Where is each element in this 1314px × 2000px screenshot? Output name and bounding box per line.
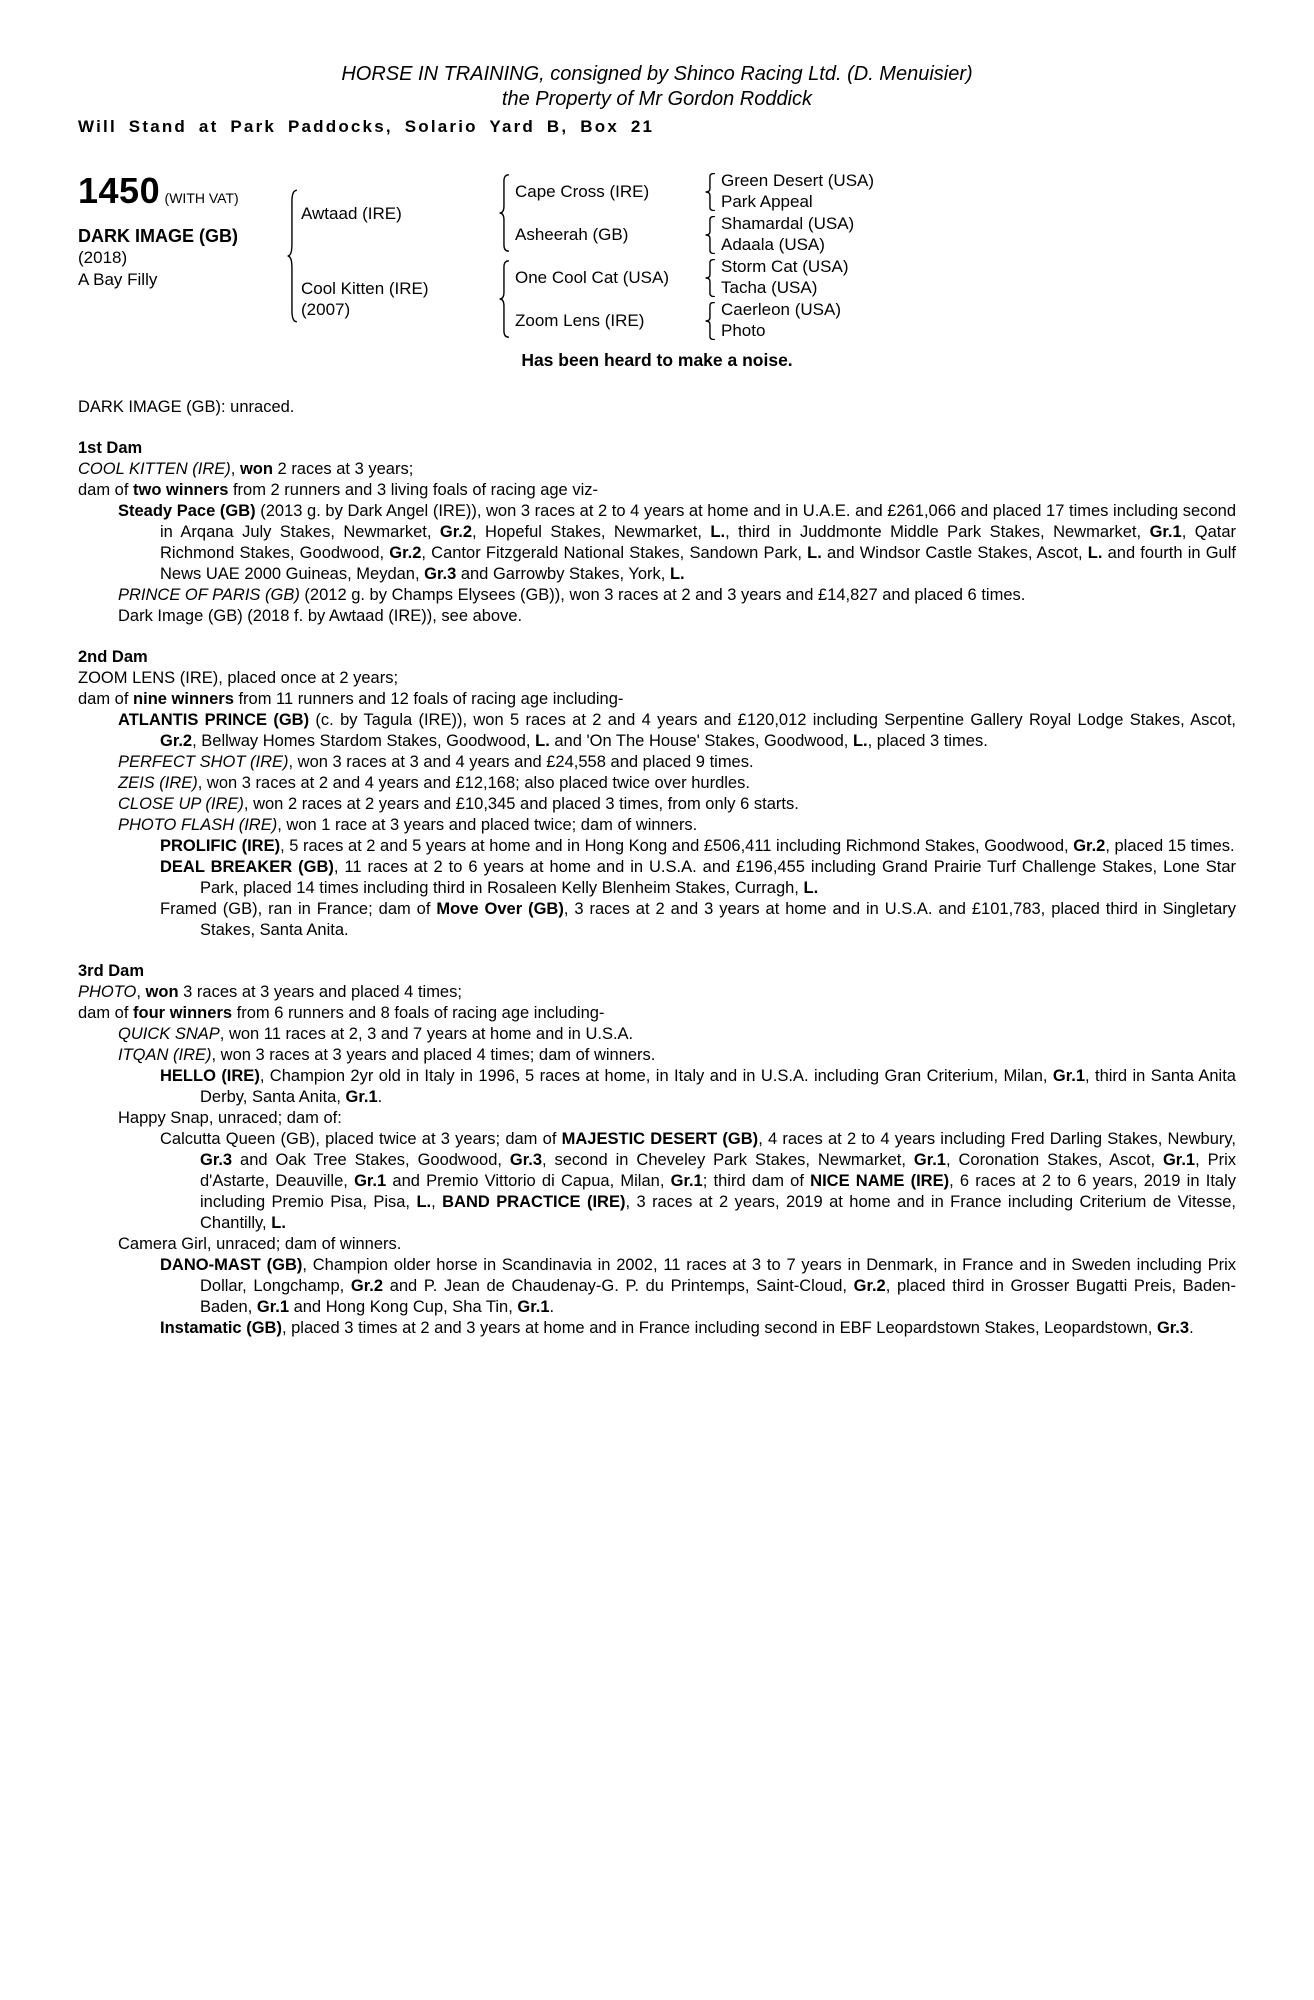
text-run: Move Over (GB) xyxy=(436,900,564,918)
text-run: MAJESTIC DESERT (GB) xyxy=(561,1130,759,1148)
pedigree-brace-main xyxy=(287,170,301,342)
text-run: L. xyxy=(1087,544,1103,562)
dam-cell xyxy=(301,256,499,342)
pedigree-paragraph xyxy=(78,501,1236,585)
brace-icon xyxy=(499,174,510,252)
pedigree-paragraph xyxy=(78,1255,1236,1318)
foaling-year: (2018) xyxy=(78,248,128,267)
text-run: and fourth in Gulf News UAE 2000 Guineas, Meydan, xyxy=(160,544,1236,583)
text-run: L. xyxy=(803,879,819,897)
pedigree-paragraph xyxy=(78,710,1236,752)
text-run: PHOTO xyxy=(78,983,137,1001)
text-run: , xyxy=(230,460,240,478)
text-run: 2 races at 3 years; xyxy=(272,460,414,478)
text-run: , Prix d'Astarte, Deauville, xyxy=(200,1151,1237,1190)
text-run: and P. Jean de Chaudenay-G. P. du Printemps, Saint-Cloud, xyxy=(383,1277,854,1295)
pedigree-paragraph xyxy=(78,1108,1236,1129)
text-run: Dark Image (GB) (2018 f. by Awtaad (IRE)), see above. xyxy=(118,607,523,625)
text-run: Gr.2 xyxy=(1073,837,1106,855)
great-grandparent-name: Photo xyxy=(721,321,766,341)
text-run: ITQAN (IRE) xyxy=(118,1046,212,1064)
text-run: Framed (GB), ran in France; dam of xyxy=(160,900,437,918)
horse-description: A Bay Filly xyxy=(78,270,158,289)
brace-icon xyxy=(499,260,510,338)
section-heading: 3rd Dam xyxy=(78,962,145,980)
text-run: , placed third in Grosser Bugatti Preis, Baden-Baden, xyxy=(200,1277,1236,1316)
text-run: CLOSE UP (IRE) xyxy=(118,795,244,813)
pedigree-paragraph xyxy=(78,815,1236,836)
text-run: four winners xyxy=(133,1004,233,1022)
text-run: , Champion 2yr old in Italy in 1996, 5 races at home, in Italy and in U.S.A. including Gran Criterium, Milan, xyxy=(259,1067,1053,1085)
text-run: Gr.2 xyxy=(853,1277,886,1295)
text-run: PHOTO FLASH (IRE) xyxy=(118,816,278,834)
text-run: Gr.1 xyxy=(913,1151,946,1169)
text-run: , third in Santa Anita Derby, Santa Anita, xyxy=(200,1067,1236,1106)
text-run: , placed 3 times at 2 and 3 years at home and in France including second in EBF Leopardstown Stakes, Leopardstown, xyxy=(281,1319,1157,1337)
text-run: L. xyxy=(416,1193,432,1211)
pedigree-paragraph xyxy=(78,1024,1236,1045)
horse-name: DARK IMAGE (GB) xyxy=(78,226,238,246)
pedigree-paragraph xyxy=(78,689,1236,710)
pedigree-table xyxy=(78,170,1236,342)
text-run: , 6 races at 2 to 6 years, 2019 in Italy including Premio Pisa, Pisa, xyxy=(200,1172,1236,1211)
section-heading: 2nd Dam xyxy=(78,648,148,666)
text-run: and Windsor Castle Stakes, Ascot, xyxy=(821,544,1088,562)
pedigree-brace-gg xyxy=(705,213,721,256)
pedigree-brace-gg xyxy=(705,170,721,213)
text-run: L. xyxy=(807,544,822,562)
lot-number-line xyxy=(78,170,287,212)
pedigree-sections xyxy=(78,438,1236,1339)
text-run: Gr.1 xyxy=(354,1172,387,1190)
text-run: Gr.3 xyxy=(200,1151,233,1169)
text-run: DANO-MAST (GB) xyxy=(160,1256,303,1274)
text-run: , xyxy=(431,1193,443,1211)
text-run: , third in Juddmonte Middle Park Stakes, Newmarket, xyxy=(725,523,1150,541)
text-run: L. xyxy=(535,732,550,750)
pedigree-paragraph xyxy=(78,794,1236,815)
text-run: , Hopeful Stakes, Newmarket, xyxy=(472,523,711,541)
pedigree-paragraph xyxy=(78,857,1236,899)
text-run: ZOOM LENS (IRE), placed once at 2 years; xyxy=(78,669,399,687)
dam-section xyxy=(78,438,1236,627)
lot-info xyxy=(78,170,287,342)
great-grandparent-name: Adaala (USA) xyxy=(721,235,825,255)
pedigree-paragraph xyxy=(78,668,1236,689)
great-grandparent-name: Tacha (USA) xyxy=(721,278,818,298)
text-run: Calcutta Queen (GB), placed twice at 3 years; dam of xyxy=(160,1130,562,1148)
text-run: , 5 races at 2 and 5 years at home and in Hong Kong and £506,411 including Richmond Stakes, Goodwood, xyxy=(280,837,1074,855)
section-heading: 1st Dam xyxy=(78,439,143,457)
grandparent-name: Asheerah (GB) xyxy=(515,224,629,244)
text-run: , xyxy=(136,983,146,1001)
text-run: Instamatic (GB) xyxy=(160,1319,282,1337)
text-run: DEAL BREAKER (GB) xyxy=(160,858,334,876)
text-run: , Bellway Homes Stardom Stakes, Goodwood, xyxy=(192,732,536,750)
consignor-line: HORSE IN TRAINING, consigned by Shinco Racing Ltd. (D. Menuisier) xyxy=(341,63,973,85)
text-run: PERFECT SHOT (IRE) xyxy=(118,753,289,771)
text-run: won xyxy=(145,983,179,1001)
text-run: and 'On The House' Stakes, Goodwood, xyxy=(549,732,853,750)
lot-number: 1450 xyxy=(78,170,161,211)
text-run: Gr.3 xyxy=(424,565,457,583)
pedigree-paragraph xyxy=(78,1066,1236,1108)
text-run: HELLO (IRE) xyxy=(160,1067,260,1085)
text-run: Gr.1 xyxy=(1052,1067,1086,1085)
pedigree-brace-dam xyxy=(499,256,515,342)
text-run: from 2 runners and 3 living foals of racing age viz- xyxy=(228,481,598,499)
text-run: won xyxy=(239,460,273,478)
text-run: , placed 3 times. xyxy=(867,732,988,750)
property-line: the Property of Mr Gordon Roddick xyxy=(501,88,813,110)
text-run: , won 1 race at 3 years and placed twice; dam of winners. xyxy=(277,816,698,834)
text-run: (2012 g. by Champs Elysees (GB)), won 3 races at 2 and 3 years and £14,827 and placed 6 times. xyxy=(299,586,1026,604)
text-run: nine winners xyxy=(133,690,234,708)
pedigree-paragraph xyxy=(78,982,1236,1003)
pedigree-paragraph xyxy=(78,459,1236,480)
pedigree-paragraph xyxy=(78,752,1236,773)
text-run: and Hong Kong Cup, Sha Tin, xyxy=(289,1298,518,1316)
text-run: ATLANTIS PRINCE (GB) xyxy=(118,711,310,729)
grandparent-name: Zoom Lens (IRE) xyxy=(515,310,645,330)
text-run: , Cantor Fitzgerald National Stakes, Sandown Park, xyxy=(421,544,808,562)
text-run: , won 3 races at 3 years and placed 4 times; dam of winners. xyxy=(211,1046,656,1064)
dam-section xyxy=(78,961,1236,1339)
brace-icon xyxy=(705,302,716,340)
text-run: 3 races at 3 years and placed 4 times; xyxy=(178,983,462,1001)
text-run: Happy Snap, unraced; dam of: xyxy=(118,1109,342,1127)
great-grandparent-name: Shamardal (USA) xyxy=(721,213,855,233)
text-run: , won 3 races at 3 and 4 years and £24,558 and placed 9 times. xyxy=(288,753,754,771)
text-run: , won 11 races at 2, 3 and 7 years at home and in U.S.A. xyxy=(219,1025,634,1043)
pedigree-paragraph xyxy=(78,1045,1236,1066)
text-run: DARK IMAGE (GB): unraced. xyxy=(78,398,295,416)
great-grandparent-name: Storm Cat (USA) xyxy=(721,256,849,276)
grandparent-name: Cape Cross (IRE) xyxy=(515,181,650,201)
text-run: , second in Cheveley Park Stakes, Newmarket, xyxy=(542,1151,914,1169)
text-run: dam of xyxy=(78,690,134,708)
text-run: , 11 races at 2 to 6 years at home and in U.S.A. and £196,455 including Grand Prairie Turf Challenge Stakes, Lone Star Park, placed 14 times including third in Rosaleen Kelly Blenheim Stakes, Curragh, xyxy=(200,858,1236,897)
pedigree-paragraph xyxy=(78,1318,1236,1339)
text-run: QUICK SNAP xyxy=(118,1025,220,1043)
great-grandparent-name: Caerleon (USA) xyxy=(721,299,841,319)
brace-icon xyxy=(287,189,298,323)
text-run: Gr.3 xyxy=(509,1151,542,1169)
pedigree-paragraph xyxy=(78,1234,1236,1255)
pedigree-paragraph xyxy=(78,480,1236,501)
text-run: from 6 runners and 8 foals of racing age including- xyxy=(232,1004,605,1022)
text-run: Gr.2 xyxy=(350,1277,384,1295)
pedigree-brace-sire xyxy=(499,170,515,256)
text-run: and Premio Vittorio di Capua, Milan, xyxy=(386,1172,671,1190)
text-run: Gr.1 xyxy=(517,1298,550,1316)
text-run: Gr.1 xyxy=(345,1088,378,1106)
dam-name: Cool Kitten (IRE) xyxy=(301,279,429,298)
text-run: Gr.1 xyxy=(1162,1151,1196,1169)
text-run: from 11 runners and 12 foals of racing age including- xyxy=(233,690,624,708)
text-run: , placed 15 times. xyxy=(1105,837,1235,855)
text-run: and Oak Tree Stakes, Goodwood, xyxy=(232,1151,510,1169)
sire-cell xyxy=(301,170,499,256)
text-run: . xyxy=(549,1298,555,1316)
pedigree-brace-gg xyxy=(705,256,721,299)
brace-icon xyxy=(705,173,716,211)
text-run: , 3 races at 2 and 3 years at home and in U.S.A. and £101,783, placed third in Singletary Stakes, Santa Anita. xyxy=(200,900,1236,939)
text-run: , 3 races at 2 years, 2019 at home and in France including Criterium de Vitesse, Chantilly, xyxy=(200,1193,1236,1232)
pedigree-paragraph xyxy=(78,773,1236,794)
text-run: , 4 races at 2 to 4 years including Fred Darling Stakes, Newbury, xyxy=(758,1130,1236,1148)
text-run: PRINCE OF PARIS (GB) xyxy=(118,586,300,604)
text-run: two winners xyxy=(133,481,229,499)
text-run: Camera Girl, unraced; dam of winners. xyxy=(118,1235,402,1253)
text-run: dam of xyxy=(78,1004,134,1022)
text-run: , Coronation Stakes, Ascot, xyxy=(945,1151,1163,1169)
great-grandparent-name: Park Appeal xyxy=(721,192,813,212)
pedigree-paragraph xyxy=(78,606,1236,627)
text-run: L. xyxy=(669,565,685,583)
vat-note: (WITH VAT) xyxy=(164,190,239,206)
text-run: ; third dam of xyxy=(702,1172,811,1190)
text-run: and Garrowby Stakes, York, xyxy=(456,565,670,583)
page-header xyxy=(78,62,1236,140)
text-run: Gr.2 xyxy=(389,544,422,562)
great-grandparent-name: Green Desert (USA) xyxy=(721,170,875,190)
race-record-line xyxy=(78,397,1236,418)
text-run: dam of xyxy=(78,481,134,499)
text-run: , Champion older horse in Scandinavia in 2002, 11 races at 3 to 7 years in Denmark, in France and in Sweden including Prix Dollar, Longchamp, xyxy=(200,1256,1236,1295)
pedigree-paragraph xyxy=(78,1129,1236,1234)
text-run: (c. by Tagula (IRE)), won 5 races at 2 and 4 years and £120,012 including Serpentine Gallery Royal Lodge Stakes, Ascot, xyxy=(309,711,1236,729)
text-run: L. xyxy=(710,523,726,541)
brace-icon xyxy=(705,259,716,297)
dam-section xyxy=(78,647,1236,941)
text-run: (2013 g. by Dark Angel (IRE)), won 3 races at 2 to 4 years at home and in U.A.E. and £261,066 and placed 17 times including second in Arqana July Stakes, Newmarket, xyxy=(160,502,1236,541)
pedigree-paragraph xyxy=(78,836,1236,857)
text-run: , Qatar Richmond Stakes, Goodwood, xyxy=(160,523,1237,562)
text-run: BAND PRACTICE (IRE) xyxy=(442,1193,626,1211)
pedigree-paragraph xyxy=(78,1003,1236,1024)
text-run: , won 3 races at 2 and 4 years and £12,168; also placed twice over hurdles. xyxy=(197,774,750,792)
text-run: Gr.1 xyxy=(670,1172,703,1190)
pedigree-brace-gg xyxy=(705,299,721,342)
text-run: . xyxy=(1189,1319,1194,1337)
brace-icon xyxy=(705,216,716,254)
text-run: . xyxy=(377,1088,383,1106)
text-run: Gr.1 xyxy=(1149,523,1182,541)
text-run: L. xyxy=(852,732,868,750)
dam-year: (2007) xyxy=(301,300,351,319)
text-run: L. xyxy=(271,1214,286,1232)
pedigree-paragraph xyxy=(78,899,1236,941)
text-run: NICE NAME (IRE) xyxy=(810,1172,950,1190)
text-run: , won 2 races at 2 years and £10,345 and placed 3 times, from only 6 starts. xyxy=(243,795,799,813)
grandparent-name: One Cool Cat (USA) xyxy=(515,267,669,287)
text-run: PROLIFIC (IRE) xyxy=(160,837,281,855)
sire-name: Awtaad (IRE) xyxy=(301,203,402,223)
pedigree-paragraph xyxy=(78,585,1236,606)
text-run: Steady Pace (GB) xyxy=(118,502,256,520)
text-run: Gr.2 xyxy=(160,732,193,750)
vendor-note: Has been heard to make a noise. xyxy=(521,350,793,370)
text-run: Gr.1 xyxy=(256,1298,289,1316)
text-run: COOL KITTEN (IRE) xyxy=(78,460,231,478)
text-run: Gr.3 xyxy=(1156,1319,1190,1337)
text-run: Gr.2 xyxy=(439,523,472,541)
stand-location-line: Will Stand at Park Paddocks, Solario Yard B, Box 21 xyxy=(78,117,655,136)
text-run: ZEIS (IRE) xyxy=(118,774,198,792)
